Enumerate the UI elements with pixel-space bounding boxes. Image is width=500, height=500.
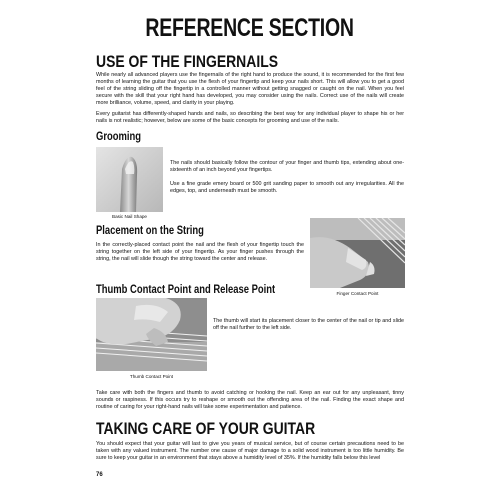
grooming-paragraph-1: The nails should basically follow the contour of your finger and thumb tips, extending about one-sixteenth of an inch beyond your fingertips. — [170, 160, 404, 174]
heading-placement-on-string: Placement on the String — [96, 225, 204, 237]
basic-nail-shape-photo — [96, 147, 163, 212]
fingernails-paragraph-2: Every guitarist has differently-shaped hands and nails, so describing the best way for any individual player to shape his or her nails is not realistic; however, below are some of the basic concepts for grooming and use of the nails. — [96, 111, 404, 125]
thumb-paragraph: The thumb will start its placement closer to the center of the nail or tip and slide off the nail further to the left side. — [213, 318, 404, 332]
page-title: REFERENCE SECTION — [145, 14, 355, 42]
guitar-care-paragraph: You should expect that your guitar will last to give you years of musical service, but of course certain precautions need to be taken with any valued instrument. The number one cause of major damage to a solid wood instrument is too little humidity. Be sure to keep your guitar in an environment that stays above a humidity level of 35%. If the humidity falls below this level — [96, 441, 404, 462]
thumb-on-strings-illustration — [96, 298, 207, 371]
heading-thumb-contact-point: Thumb Contact Point and Release Point — [96, 284, 276, 296]
placement-paragraph: In the correctly-placed contact point the nail and the flesh of your fingertip touch the string together on the left side of your fingertip. As your finger pushes through the string, the nail will slide though the string toward the center and release. — [96, 242, 304, 263]
heading-grooming: Grooming — [96, 131, 142, 143]
closing-paragraph: Take care with both the fingers and thumb to avoid catching or hooking the nail. Keep an ear out for any unpleasant, tinny sounds or raspiness. If this occurs try to reshape or smooth out the offending area of the nail. Finding the exact shape and routine of caring for your right-hand nails will take some experimentation and patience. — [96, 390, 404, 411]
finger-contact-point-photo — [310, 218, 405, 288]
page-title-wrap — [0, 14, 500, 43]
heading-taking-care-of-guitar: TAKING CARE OF YOUR GUITAR — [96, 419, 316, 438]
caption-thumb-contact-point: Thumb Contact Point — [129, 374, 174, 379]
page-number: 76 — [96, 472, 103, 478]
thumb-contact-point-photo — [96, 298, 207, 371]
caption-basic-nail-shape: Basic Nail Shape — [112, 214, 147, 219]
finger-illustration — [96, 147, 163, 212]
fingernails-paragraph-1: While nearly all advanced players use the fingernails of the right hand to produce the sound, it is recommended for the first few months of learning the guitar that you use the flesh of your fingertip and keep your nails short. This will allow you to get a good feel of the string sliding off the fingertip in a controlled manner without getting snagged or caught on the nail. When you feel secure with the skill that your right hand has developed, you may consider using the nails. Correct use of the nails will create more brilliance, volume, speed, and clarity in your playing. — [96, 72, 404, 107]
finger-on-strings-illustration — [310, 218, 405, 288]
caption-finger-contact-point: Finger Contact Point — [336, 291, 379, 296]
grooming-paragraph-2: Use a fine grade emery board or 500 grit sanding paper to smooth out any irregularities. All the edges, top, and underneath must be smooth. — [170, 181, 404, 195]
heading-use-of-fingernails: USE OF THE FINGERNAILS — [96, 52, 279, 71]
